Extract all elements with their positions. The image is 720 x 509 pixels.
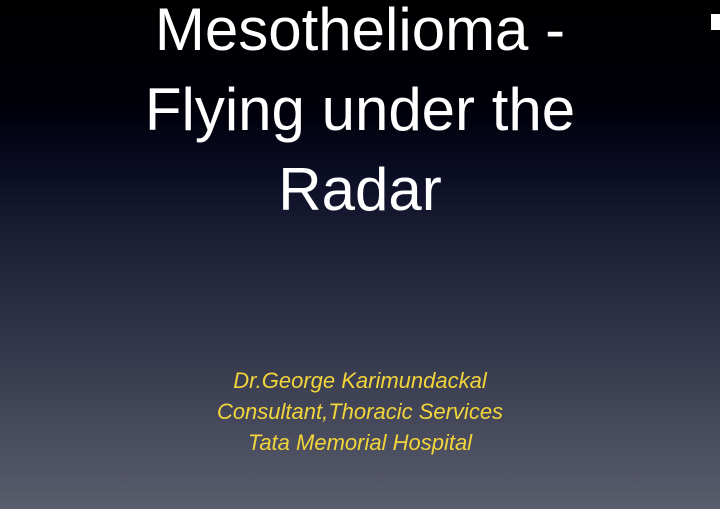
title-line-1: Mesothelioma - [154,0,566,63]
title-line-3: Radar [278,156,442,223]
presenter-name: Dr.George Karimundackal [233,368,487,393]
corner-marker [711,14,720,30]
presenter-role: Consultant,Thoracic Services [216,399,504,424]
title-line-2: Flying under the [144,76,576,143]
slide-subtitle [0,365,720,458]
presenter-institution: Tata Memorial Hospital [247,430,473,455]
slide-title [0,0,720,230]
